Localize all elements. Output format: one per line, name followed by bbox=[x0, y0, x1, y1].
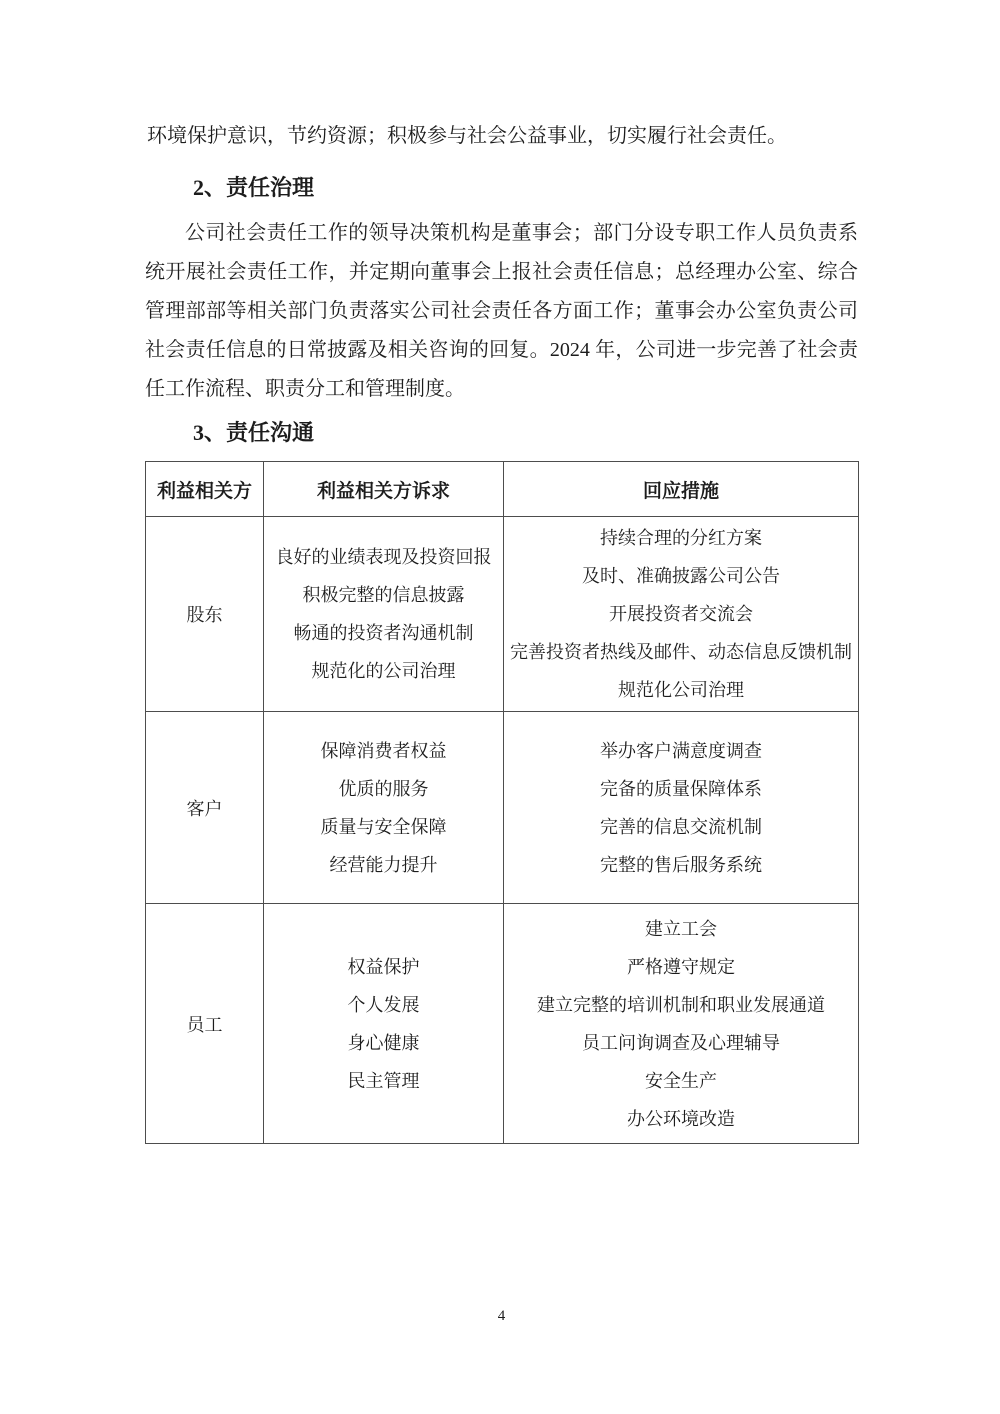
response-line: 建立完整的培训机制和职业发展通道 bbox=[537, 994, 825, 1015]
stakeholder-table bbox=[145, 461, 859, 1144]
table-row bbox=[146, 904, 859, 1144]
demand-line: 良好的业绩表现及投资回报 bbox=[275, 547, 492, 567]
responses-cell bbox=[504, 712, 859, 904]
stakeholder-cell: 客户 bbox=[146, 712, 264, 904]
demand-line: 畅通的投资者沟通机制 bbox=[293, 623, 474, 643]
demand-line: 保障消费者权益 bbox=[320, 740, 447, 761]
table-row bbox=[146, 712, 859, 904]
stakeholder-cell: 股东 bbox=[146, 517, 264, 712]
col-header-stakeholder: 利益相关方 bbox=[146, 462, 264, 517]
response-line: 员工问询调查及心理辅导 bbox=[582, 1032, 780, 1053]
demands-cell bbox=[264, 517, 504, 712]
demands-cell bbox=[264, 904, 504, 1144]
demand-line: 身心健康 bbox=[347, 1032, 420, 1053]
demand-line: 质量与安全保障 bbox=[320, 816, 447, 837]
response-line: 建立工会 bbox=[645, 918, 717, 939]
response-line: 完善投资者热线及邮件、动态信息反馈机制 bbox=[510, 642, 852, 662]
response-line: 持续合理的分红方案 bbox=[600, 528, 762, 548]
response-line: 完善的信息交流机制 bbox=[600, 816, 762, 837]
response-line: 开展投资者交流会 bbox=[609, 604, 753, 624]
response-line: 严格遵守规定 bbox=[627, 956, 735, 977]
demand-line: 个人发展 bbox=[347, 994, 420, 1015]
page-number: 4 bbox=[497, 1308, 506, 1324]
responses-cell bbox=[504, 904, 859, 1144]
response-line: 规范化公司治理 bbox=[618, 680, 744, 700]
response-line: 完备的质量保障体系 bbox=[600, 778, 762, 799]
response-line: 及时、准确披露公司公告 bbox=[582, 566, 780, 586]
demands-cell bbox=[264, 712, 504, 904]
demand-line: 规范化的公司治理 bbox=[311, 661, 456, 681]
section-communication-heading: 3、责任沟通 bbox=[193, 420, 315, 445]
table-row bbox=[146, 517, 859, 712]
governance-paragraph: 公司社会责任工作的领导决策机构是董事会；部门分设专职工作人员负责系统开展社会责任工作，并定期向董事会上报社会责任信息；总经理办公室、综合管理部部等相关部门负责落实公司社会责任各方面工作；董事会办公室负责公司社会责任信息的日常披露及相关咨询的回复。2024 年，公司进一步完善了社会责任工作流程、职责分工和管理制度。 bbox=[145, 222, 858, 400]
demand-line: 优质的服务 bbox=[338, 778, 429, 799]
response-line: 办公环境改造 bbox=[627, 1108, 735, 1129]
responses-cell bbox=[504, 517, 859, 712]
table-header-row bbox=[146, 462, 859, 517]
response-line: 安全生产 bbox=[645, 1070, 717, 1091]
response-line: 举办客户满意度调查 bbox=[600, 740, 762, 761]
demand-line: 积极完整的信息披露 bbox=[302, 585, 465, 605]
demand-line: 民主管理 bbox=[347, 1070, 420, 1091]
page-content bbox=[145, 0, 858, 1326]
col-header-demands: 利益相关方诉求 bbox=[264, 462, 504, 517]
section-governance-heading: 2、责任治理 bbox=[193, 175, 315, 200]
response-line: 完整的售后服务系统 bbox=[600, 854, 762, 875]
stakeholder-cell: 员工 bbox=[146, 904, 264, 1144]
demand-line: 权益保护 bbox=[347, 956, 420, 977]
col-header-responses: 回应措施 bbox=[504, 462, 859, 517]
demand-line: 经营能力提升 bbox=[329, 854, 438, 875]
intro-text: 环境保护意识，节约资源；积极参与社会公益事业，切实履行社会责任。 bbox=[147, 125, 787, 147]
